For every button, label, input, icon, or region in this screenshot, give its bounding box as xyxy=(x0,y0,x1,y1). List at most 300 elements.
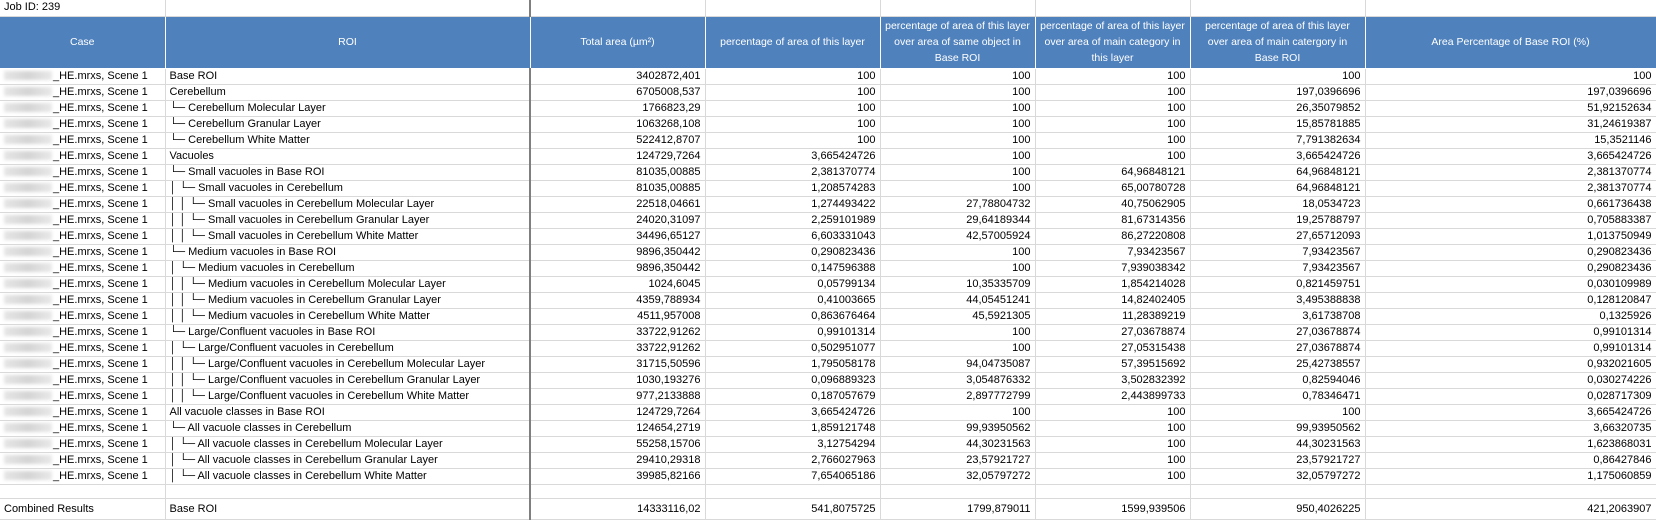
case-cell[interactable] xyxy=(0,324,165,340)
total-area-cell[interactable]: 522412,8707 xyxy=(530,132,705,148)
area-pct-base-cell[interactable]: 31,24619387 xyxy=(1365,116,1656,132)
total-area-cell[interactable]: 33722,91262 xyxy=(530,324,705,340)
table-row xyxy=(0,404,1656,420)
case-label: _HE.mrxs, Scene 1 xyxy=(53,181,148,194)
total-area-cell[interactable]: 22518,04661 xyxy=(530,196,705,212)
pct-layer-cell[interactable]: 3,12754294 xyxy=(705,436,880,452)
total-area-cell[interactable]: 4359,788934 xyxy=(530,292,705,308)
pct-main-layer-cell[interactable]: 100 xyxy=(1035,436,1190,452)
pct-main-base-cell[interactable]: 26,35079852 xyxy=(1190,100,1365,116)
pct-main-layer-cell[interactable]: 86,27220808 xyxy=(1035,228,1190,244)
case-label: _HE.mrxs, Scene 1 xyxy=(53,453,148,466)
total-area-cell[interactable]: 24020,31097 xyxy=(530,212,705,228)
pct-same-object-cell[interactable]: 23,57921727 xyxy=(880,452,1035,468)
table-row xyxy=(0,292,1656,308)
area-pct-base-cell[interactable]: 1,013750949 xyxy=(1365,228,1656,244)
roi-cell[interactable]: │ │ └─ Medium vacuoles in Cerebellum White Matter xyxy=(165,308,530,324)
pct-main-base-cell[interactable]: 18,0534723 xyxy=(1190,196,1365,212)
case-cell[interactable] xyxy=(0,308,165,324)
area-pct-base-cell[interactable]: 2,381370774 xyxy=(1365,164,1656,180)
pct-same-object-cell[interactable]: 44,05451241 xyxy=(880,292,1035,308)
case-label: _HE.mrxs, Scene 1 xyxy=(53,421,148,434)
pct-main-layer-cell[interactable]: 100 xyxy=(1035,116,1190,132)
case-label: _HE.mrxs, Scene 1 xyxy=(53,117,148,130)
pct-layer-cell[interactable]: 100 xyxy=(705,84,880,100)
pct-main-base-cell[interactable]: 27,65712093 xyxy=(1190,228,1365,244)
pct-layer-cell[interactable]: 2,381370774 xyxy=(705,164,880,180)
pct-layer-cell[interactable]: 100 xyxy=(705,100,880,116)
pct-main-layer-cell[interactable]: 14,82402405 xyxy=(1035,292,1190,308)
case-cell[interactable] xyxy=(0,180,165,196)
case-label: _HE.mrxs, Scene 1 xyxy=(53,309,148,322)
table-row xyxy=(0,228,1656,244)
table-row xyxy=(0,468,1656,484)
pct-main-base-cell[interactable]: 197,0396696 xyxy=(1190,84,1365,100)
redacted-filename xyxy=(4,103,52,112)
case-label: _HE.mrxs, Scene 1 xyxy=(53,213,148,226)
pct-main-layer-cell[interactable]: 100 xyxy=(1035,100,1190,116)
pct-main-layer-cell[interactable]: 11,28389219 xyxy=(1035,308,1190,324)
area-pct-base-cell[interactable]: 2,381370774 xyxy=(1365,180,1656,196)
pct-main-base-cell[interactable]: 23,57921727 xyxy=(1190,452,1365,468)
combined-pct-main-base-cell[interactable]: 950,4026225 xyxy=(1190,498,1365,519)
redacted-filename xyxy=(4,295,52,304)
pct-same-object-cell[interactable]: 2,897772799 xyxy=(880,388,1035,404)
table-row xyxy=(0,420,1656,436)
total-area-cell[interactable]: 29410,29318 xyxy=(530,452,705,468)
case-label: _HE.mrxs, Scene 1 xyxy=(53,197,148,210)
case-cell[interactable] xyxy=(0,436,165,452)
pct-main-layer-cell[interactable]: 81,67314356 xyxy=(1035,212,1190,228)
case-cell[interactable] xyxy=(0,164,165,180)
roi-cell[interactable]: └─ Cerebellum Molecular Layer xyxy=(165,100,530,116)
pct-layer-cell[interactable]: 0,99101314 xyxy=(705,324,880,340)
combined-results-row xyxy=(0,498,1656,519)
roi-cell[interactable]: └─ Small vacuoles in Base ROI xyxy=(165,164,530,180)
pct-layer-cell[interactable]: 1,859121748 xyxy=(705,420,880,436)
roi-cell[interactable]: │ │ └─ Small vacuoles in Cerebellum Granular Layer xyxy=(165,212,530,228)
pct-layer-cell[interactable]: 0,502951077 xyxy=(705,340,880,356)
pct-same-object-cell[interactable]: 100 xyxy=(880,180,1035,196)
area-pct-base-cell[interactable]: 197,0396696 xyxy=(1365,84,1656,100)
case-cell[interactable] xyxy=(0,276,165,292)
header-total-area[interactable]: Total area (µm²) xyxy=(530,16,705,68)
pct-same-object-cell[interactable]: 32,05797272 xyxy=(880,468,1035,484)
redacted-filename xyxy=(4,359,52,368)
pct-same-object-cell[interactable]: 29,64189344 xyxy=(880,212,1035,228)
table-row xyxy=(0,308,1656,324)
table-row xyxy=(0,100,1656,116)
pct-main-layer-cell[interactable]: 2,443899733 xyxy=(1035,388,1190,404)
pct-main-layer-cell[interactable]: 65,00780728 xyxy=(1035,180,1190,196)
total-area-cell[interactable]: 977,2133888 xyxy=(530,388,705,404)
roi-cell[interactable]: │ │ └─ Large/Confluent vacuoles in Cerebellum Molecular Layer xyxy=(165,356,530,372)
pct-same-object-cell[interactable]: 100 xyxy=(880,132,1035,148)
redacted-filename xyxy=(4,215,52,224)
area-pct-base-cell[interactable]: 0,030109989 xyxy=(1365,276,1656,292)
area-pct-base-cell[interactable]: 1,175060859 xyxy=(1365,468,1656,484)
redacted-filename xyxy=(4,343,52,352)
table-body xyxy=(0,68,1656,519)
pct-same-object-cell[interactable]: 45,5921305 xyxy=(880,308,1035,324)
pct-layer-cell[interactable]: 0,187057679 xyxy=(705,388,880,404)
pct-same-object-cell[interactable]: 100 xyxy=(880,164,1035,180)
pct-main-layer-cell[interactable]: 27,05315438 xyxy=(1035,340,1190,356)
pct-same-object-cell[interactable]: 100 xyxy=(880,244,1035,260)
pct-main-base-cell[interactable]: 15,85781885 xyxy=(1190,116,1365,132)
area-pct-base-cell[interactable]: 51,92152634 xyxy=(1365,100,1656,116)
roi-cell[interactable]: └─ Cerebellum White Matter xyxy=(165,132,530,148)
case-cell[interactable] xyxy=(0,132,165,148)
pct-same-object-cell[interactable]: 99,93950562 xyxy=(880,420,1035,436)
roi-cell[interactable]: │ │ └─ Medium vacuoles in Cerebellum Molecular Layer xyxy=(165,276,530,292)
case-cell[interactable] xyxy=(0,292,165,308)
pct-main-layer-cell[interactable]: 100 xyxy=(1035,468,1190,484)
roi-cell[interactable]: └─ All vacuole classes in Cerebellum xyxy=(165,420,530,436)
table-row xyxy=(0,356,1656,372)
case-cell[interactable] xyxy=(0,68,165,84)
pct-layer-cell[interactable]: 0,05799134 xyxy=(705,276,880,292)
total-area-cell[interactable]: 33722,91262 xyxy=(530,340,705,356)
combined-pct-layer-cell[interactable]: 541,8075725 xyxy=(705,498,880,519)
pct-layer-cell[interactable]: 0,41003665 xyxy=(705,292,880,308)
area-pct-base-cell[interactable]: 0,028717309 xyxy=(1365,388,1656,404)
table-row xyxy=(0,68,1656,84)
area-pct-base-cell[interactable]: 1,623868031 xyxy=(1365,436,1656,452)
case-cell[interactable] xyxy=(0,340,165,356)
pct-same-object-cell[interactable]: 100 xyxy=(880,84,1035,100)
pct-main-layer-cell[interactable]: 100 xyxy=(1035,452,1190,468)
case-label: _HE.mrxs, Scene 1 xyxy=(53,149,148,162)
pct-main-base-cell[interactable]: 19,25788797 xyxy=(1190,212,1365,228)
header-pct-main-category-base[interactable]: percentage of area of this layer over area of main catergory in Base ROI xyxy=(1190,16,1365,68)
roi-cell[interactable]: │ │ └─ Small vacuoles in Cerebellum Molecular Layer xyxy=(165,196,530,212)
pct-layer-cell[interactable]: 100 xyxy=(705,68,880,84)
total-area-cell[interactable]: 55258,15706 xyxy=(530,436,705,452)
pct-main-layer-cell[interactable]: 57,39515692 xyxy=(1035,356,1190,372)
case-label: _HE.mrxs, Scene 1 xyxy=(53,389,148,402)
roi-cell[interactable]: │ └─ All vacuole classes in Cerebellum Molecular Layer xyxy=(165,436,530,452)
area-pct-base-cell[interactable]: 0,030274226 xyxy=(1365,372,1656,388)
pct-main-layer-cell[interactable]: 40,75062905 xyxy=(1035,196,1190,212)
header-pct-same-object[interactable]: percentage of area of this layer over area of same object in Base ROI xyxy=(880,16,1035,68)
case-cell[interactable] xyxy=(0,356,165,372)
redacted-filename xyxy=(4,231,52,240)
redacted-filename xyxy=(4,263,52,272)
case-label: _HE.mrxs, Scene 1 xyxy=(53,373,148,386)
roi-cell[interactable]: │ │ └─ Large/Confluent vacuoles in Cerebellum Granular Layer xyxy=(165,372,530,388)
pct-layer-cell[interactable]: 2,259101989 xyxy=(705,212,880,228)
pct-layer-cell[interactable]: 0,863676464 xyxy=(705,308,880,324)
roi-cell[interactable]: │ │ └─ Medium vacuoles in Cerebellum Granular Layer xyxy=(165,292,530,308)
area-pct-base-cell[interactable]: 0,86427846 xyxy=(1365,452,1656,468)
case-cell[interactable] xyxy=(0,388,165,404)
total-area-cell[interactable]: 4511,957008 xyxy=(530,308,705,324)
case-cell[interactable] xyxy=(0,228,165,244)
case-cell[interactable] xyxy=(0,244,165,260)
total-area-cell[interactable]: 6705008,537 xyxy=(530,84,705,100)
redacted-filename xyxy=(4,151,52,160)
redacted-filename xyxy=(4,247,52,256)
total-area-cell[interactable]: 39985,82166 xyxy=(530,468,705,484)
header-area-pct-base[interactable]: Area Percentage of Base ROI (%) xyxy=(1365,16,1656,68)
pct-main-layer-cell[interactable]: 1,854214028 xyxy=(1035,276,1190,292)
area-pct-base-cell[interactable]: 0,128120847 xyxy=(1365,292,1656,308)
roi-cell[interactable]: Base ROI xyxy=(165,68,530,84)
pct-same-object-cell[interactable]: 100 xyxy=(880,324,1035,340)
pct-main-base-cell[interactable]: 100 xyxy=(1190,404,1365,420)
combined-pct-same-object-cell[interactable]: 1799,879011 xyxy=(880,498,1035,519)
total-area-cell[interactable]: 1766823,29 xyxy=(530,100,705,116)
pct-main-layer-cell[interactable]: 27,03678874 xyxy=(1035,324,1190,340)
header-row xyxy=(0,16,1656,68)
total-area-cell[interactable]: 9896,350442 xyxy=(530,260,705,276)
pct-main-base-cell[interactable]: 32,05797272 xyxy=(1190,468,1365,484)
pct-main-base-cell[interactable]: 100 xyxy=(1190,68,1365,84)
pct-layer-cell[interactable]: 0,290823436 xyxy=(705,244,880,260)
redacted-filename xyxy=(4,391,52,400)
table-row xyxy=(0,212,1656,228)
area-pct-base-cell[interactable]: 3,665424726 xyxy=(1365,404,1656,420)
case-label: _HE.mrxs, Scene 1 xyxy=(53,261,148,274)
pct-same-object-cell[interactable]: 44,30231563 xyxy=(880,436,1035,452)
redacted-filename xyxy=(4,167,52,176)
case-label: _HE.mrxs, Scene 1 xyxy=(53,341,148,354)
pct-main-base-cell[interactable]: 27,03678874 xyxy=(1190,324,1365,340)
case-label: _HE.mrxs, Scene 1 xyxy=(53,277,148,290)
redacted-filename xyxy=(4,199,52,208)
table-row xyxy=(0,388,1656,404)
table-row xyxy=(0,148,1656,164)
combined-case-cell[interactable]: Combined Results xyxy=(0,498,165,519)
total-area-cell[interactable]: 3402872,401 xyxy=(530,68,705,84)
pct-main-base-cell[interactable]: 0,821459751 xyxy=(1190,276,1365,292)
spacer-row xyxy=(0,484,1656,498)
table-row xyxy=(0,324,1656,340)
pct-same-object-cell[interactable]: 10,35335709 xyxy=(880,276,1035,292)
total-area-cell[interactable]: 81035,00885 xyxy=(530,180,705,196)
roi-cell[interactable]: All vacuole classes in Base ROI xyxy=(165,404,530,420)
pct-main-base-cell[interactable]: 7,93423567 xyxy=(1190,260,1365,276)
table-row xyxy=(0,260,1656,276)
pct-main-base-cell[interactable]: 3,665424726 xyxy=(1190,148,1365,164)
case-label: _HE.mrxs, Scene 1 xyxy=(53,293,148,306)
roi-cell[interactable]: │ └─ Medium vacuoles in Cerebellum xyxy=(165,260,530,276)
pct-main-layer-cell[interactable]: 100 xyxy=(1035,68,1190,84)
area-pct-base-cell[interactable]: 3,66320735 xyxy=(1365,420,1656,436)
pct-main-base-cell[interactable]: 64,96848121 xyxy=(1190,164,1365,180)
case-cell[interactable] xyxy=(0,116,165,132)
case-cell[interactable] xyxy=(0,260,165,276)
redacted-filename xyxy=(4,407,52,416)
area-pct-base-cell[interactable]: 0,705883387 xyxy=(1365,212,1656,228)
redacted-filename xyxy=(4,135,52,144)
case-label: _HE.mrxs, Scene 1 xyxy=(53,405,148,418)
pct-same-object-cell[interactable]: 100 xyxy=(880,148,1035,164)
table-row xyxy=(0,164,1656,180)
redacted-filename xyxy=(4,183,52,192)
roi-cell[interactable]: │ └─ Small vacuoles in Cerebellum xyxy=(165,180,530,196)
area-pct-base-cell[interactable]: 0,290823436 xyxy=(1365,244,1656,260)
case-cell[interactable] xyxy=(0,100,165,116)
pct-main-layer-cell[interactable]: 100 xyxy=(1035,84,1190,100)
pct-main-base-cell[interactable]: 44,30231563 xyxy=(1190,436,1365,452)
case-cell[interactable] xyxy=(0,404,165,420)
pct-main-layer-cell[interactable]: 100 xyxy=(1035,420,1190,436)
case-cell[interactable] xyxy=(0,468,165,484)
table-row xyxy=(0,116,1656,132)
case-cell[interactable] xyxy=(0,372,165,388)
redacted-filename xyxy=(4,423,52,432)
pct-layer-cell[interactable]: 3,665424726 xyxy=(705,404,880,420)
case-cell[interactable] xyxy=(0,212,165,228)
pct-layer-cell[interactable]: 0,096889323 xyxy=(705,372,880,388)
roi-cell[interactable]: │ └─ All vacuole classes in Cerebellum Granular Layer xyxy=(165,452,530,468)
area-pct-base-cell[interactable]: 3,665424726 xyxy=(1365,148,1656,164)
area-pct-base-cell[interactable]: 0,932021605 xyxy=(1365,356,1656,372)
pct-main-base-cell[interactable]: 3,61738708 xyxy=(1190,308,1365,324)
header-pct-main-category-layer[interactable]: percentage of area of this layer over area of main category in this layer xyxy=(1035,16,1190,68)
pct-layer-cell[interactable]: 100 xyxy=(705,132,880,148)
redacted-filename xyxy=(4,87,52,96)
area-pct-base-cell[interactable]: 100 xyxy=(1365,68,1656,84)
pct-main-layer-cell[interactable]: 100 xyxy=(1035,404,1190,420)
case-cell[interactable] xyxy=(0,196,165,212)
case-label: _HE.mrxs, Scene 1 xyxy=(53,437,148,450)
redacted-filename xyxy=(4,311,52,320)
area-pct-base-cell[interactable]: 0,99101314 xyxy=(1365,324,1656,340)
area-pct-base-cell[interactable]: 15,3521146 xyxy=(1365,132,1656,148)
combined-area-pct-base-cell[interactable]: 421,2063907 xyxy=(1365,498,1656,519)
pct-main-layer-cell[interactable]: 100 xyxy=(1035,132,1190,148)
pct-main-base-cell[interactable]: 25,42738557 xyxy=(1190,356,1365,372)
roi-cell[interactable]: └─ Cerebellum Granular Layer xyxy=(165,116,530,132)
area-pct-base-cell[interactable]: 0,661736438 xyxy=(1365,196,1656,212)
roi-cell[interactable]: │ └─ Large/Confluent vacuoles in Cerebellum xyxy=(165,340,530,356)
area-pct-base-cell[interactable]: 0,1325926 xyxy=(1365,308,1656,324)
pct-same-object-cell[interactable]: 100 xyxy=(880,404,1035,420)
pct-main-layer-cell[interactable]: 64,96848121 xyxy=(1035,164,1190,180)
pct-same-object-cell[interactable]: 27,78804732 xyxy=(880,196,1035,212)
redacted-filename xyxy=(4,455,52,464)
pct-main-base-cell[interactable]: 64,96848121 xyxy=(1190,180,1365,196)
pct-same-object-cell[interactable]: 100 xyxy=(880,68,1035,84)
area-pct-base-cell[interactable]: 0,99101314 xyxy=(1365,340,1656,356)
case-label: _HE.mrxs, Scene 1 xyxy=(53,325,148,338)
pct-main-base-cell[interactable]: 0,82594046 xyxy=(1190,372,1365,388)
pct-main-layer-cell[interactable]: 3,502832392 xyxy=(1035,372,1190,388)
table-row xyxy=(0,372,1656,388)
pct-same-object-cell[interactable]: 3,054876332 xyxy=(880,372,1035,388)
pct-main-base-cell[interactable]: 0,78346471 xyxy=(1190,388,1365,404)
pct-main-layer-cell[interactable]: 100 xyxy=(1035,148,1190,164)
roi-cell[interactable]: Cerebellum xyxy=(165,84,530,100)
pct-main-base-cell[interactable]: 3,495388838 xyxy=(1190,292,1365,308)
pct-layer-cell[interactable]: 3,665424726 xyxy=(705,148,880,164)
roi-cell[interactable]: │ │ └─ Large/Confluent vacuoles in Cerebellum White Matter xyxy=(165,388,530,404)
pct-layer-cell[interactable]: 1,274493422 xyxy=(705,196,880,212)
pct-layer-cell[interactable]: 2,766027963 xyxy=(705,452,880,468)
total-area-cell[interactable]: 9896,350442 xyxy=(530,244,705,260)
header-roi[interactable]: ROI xyxy=(165,16,530,68)
redacted-filename xyxy=(4,471,52,480)
combined-pct-main-layer-cell[interactable]: 1599,939506 xyxy=(1035,498,1190,519)
table-row xyxy=(0,132,1656,148)
pct-main-base-cell[interactable]: 7,791382634 xyxy=(1190,132,1365,148)
table-row xyxy=(0,340,1656,356)
case-cell[interactable] xyxy=(0,452,165,468)
table-row xyxy=(0,276,1656,292)
case-cell[interactable] xyxy=(0,148,165,164)
pct-main-base-cell[interactable]: 99,93950562 xyxy=(1190,420,1365,436)
pct-same-object-cell[interactable]: 94,04735087 xyxy=(880,356,1035,372)
pct-layer-cell[interactable]: 100 xyxy=(705,116,880,132)
total-area-cell[interactable]: 124729,7264 xyxy=(530,404,705,420)
roi-cell[interactable]: └─ Medium vacuoles in Base ROI xyxy=(165,244,530,260)
table-row xyxy=(0,244,1656,260)
case-label: _HE.mrxs, Scene 1 xyxy=(53,165,148,178)
total-area-cell[interactable]: 124654,2719 xyxy=(530,420,705,436)
header-pct-layer[interactable]: percentage of area of this layer xyxy=(705,16,880,68)
total-area-cell[interactable]: 1030,193276 xyxy=(530,372,705,388)
pct-layer-cell[interactable]: 0,147596388 xyxy=(705,260,880,276)
job-id-cell[interactable]: Job ID: 239 xyxy=(0,0,165,16)
case-cell[interactable] xyxy=(0,84,165,100)
roi-cell[interactable]: └─ Large/Confluent vacuoles in Base ROI xyxy=(165,324,530,340)
pct-main-base-cell[interactable]: 27,03678874 xyxy=(1190,340,1365,356)
roi-cell[interactable]: Vacuoles xyxy=(165,148,530,164)
total-area-cell[interactable]: 31715,50596 xyxy=(530,356,705,372)
case-label: _HE.mrxs, Scene 1 xyxy=(53,101,148,114)
total-area-cell[interactable]: 1063268,108 xyxy=(530,116,705,132)
case-label: _HE.mrxs, Scene 1 xyxy=(53,69,148,82)
pct-same-object-cell[interactable]: 100 xyxy=(880,100,1035,116)
pct-main-base-cell[interactable]: 7,93423567 xyxy=(1190,244,1365,260)
pct-main-layer-cell[interactable]: 7,93423567 xyxy=(1035,244,1190,260)
pct-layer-cell[interactable]: 1,795058178 xyxy=(705,356,880,372)
pct-same-object-cell[interactable]: 100 xyxy=(880,116,1035,132)
pct-same-object-cell[interactable]: 100 xyxy=(880,340,1035,356)
total-area-cell[interactable]: 81035,00885 xyxy=(530,164,705,180)
pct-layer-cell[interactable]: 6,603331043 xyxy=(705,228,880,244)
pct-layer-cell[interactable]: 7,654065186 xyxy=(705,468,880,484)
header-case[interactable]: Case xyxy=(0,16,165,68)
pct-main-layer-cell[interactable]: 7,939038342 xyxy=(1035,260,1190,276)
job-row xyxy=(0,0,1656,16)
pct-layer-cell[interactable]: 1,208574283 xyxy=(705,180,880,196)
case-label: _HE.mrxs, Scene 1 xyxy=(53,133,148,146)
area-pct-base-cell[interactable]: 0,290823436 xyxy=(1365,260,1656,276)
case-label: _HE.mrxs, Scene 1 xyxy=(53,229,148,242)
redacted-filename xyxy=(4,327,52,336)
pct-same-object-cell[interactable]: 42,57005924 xyxy=(880,228,1035,244)
total-area-cell[interactable]: 124729,7264 xyxy=(530,148,705,164)
roi-cell[interactable]: │ │ └─ Small vacuoles in Cerebellum White Matter xyxy=(165,228,530,244)
total-area-cell[interactable]: 34496,65127 xyxy=(530,228,705,244)
combined-total-area-cell[interactable]: 14333116,02 xyxy=(530,498,705,519)
redacted-filename xyxy=(4,71,52,80)
case-cell[interactable] xyxy=(0,420,165,436)
table-row xyxy=(0,196,1656,212)
case-label: _HE.mrxs, Scene 1 xyxy=(53,245,148,258)
roi-cell[interactable]: │ └─ All vacuole classes in Cerebellum White Matter xyxy=(165,468,530,484)
case-label: _HE.mrxs, Scene 1 xyxy=(53,469,148,482)
total-area-cell[interactable]: 1024,6045 xyxy=(530,276,705,292)
combined-roi-cell[interactable]: Base ROI xyxy=(165,498,530,519)
redacted-filename xyxy=(4,119,52,128)
pct-same-object-cell[interactable]: 100 xyxy=(880,260,1035,276)
table-row xyxy=(0,84,1656,100)
